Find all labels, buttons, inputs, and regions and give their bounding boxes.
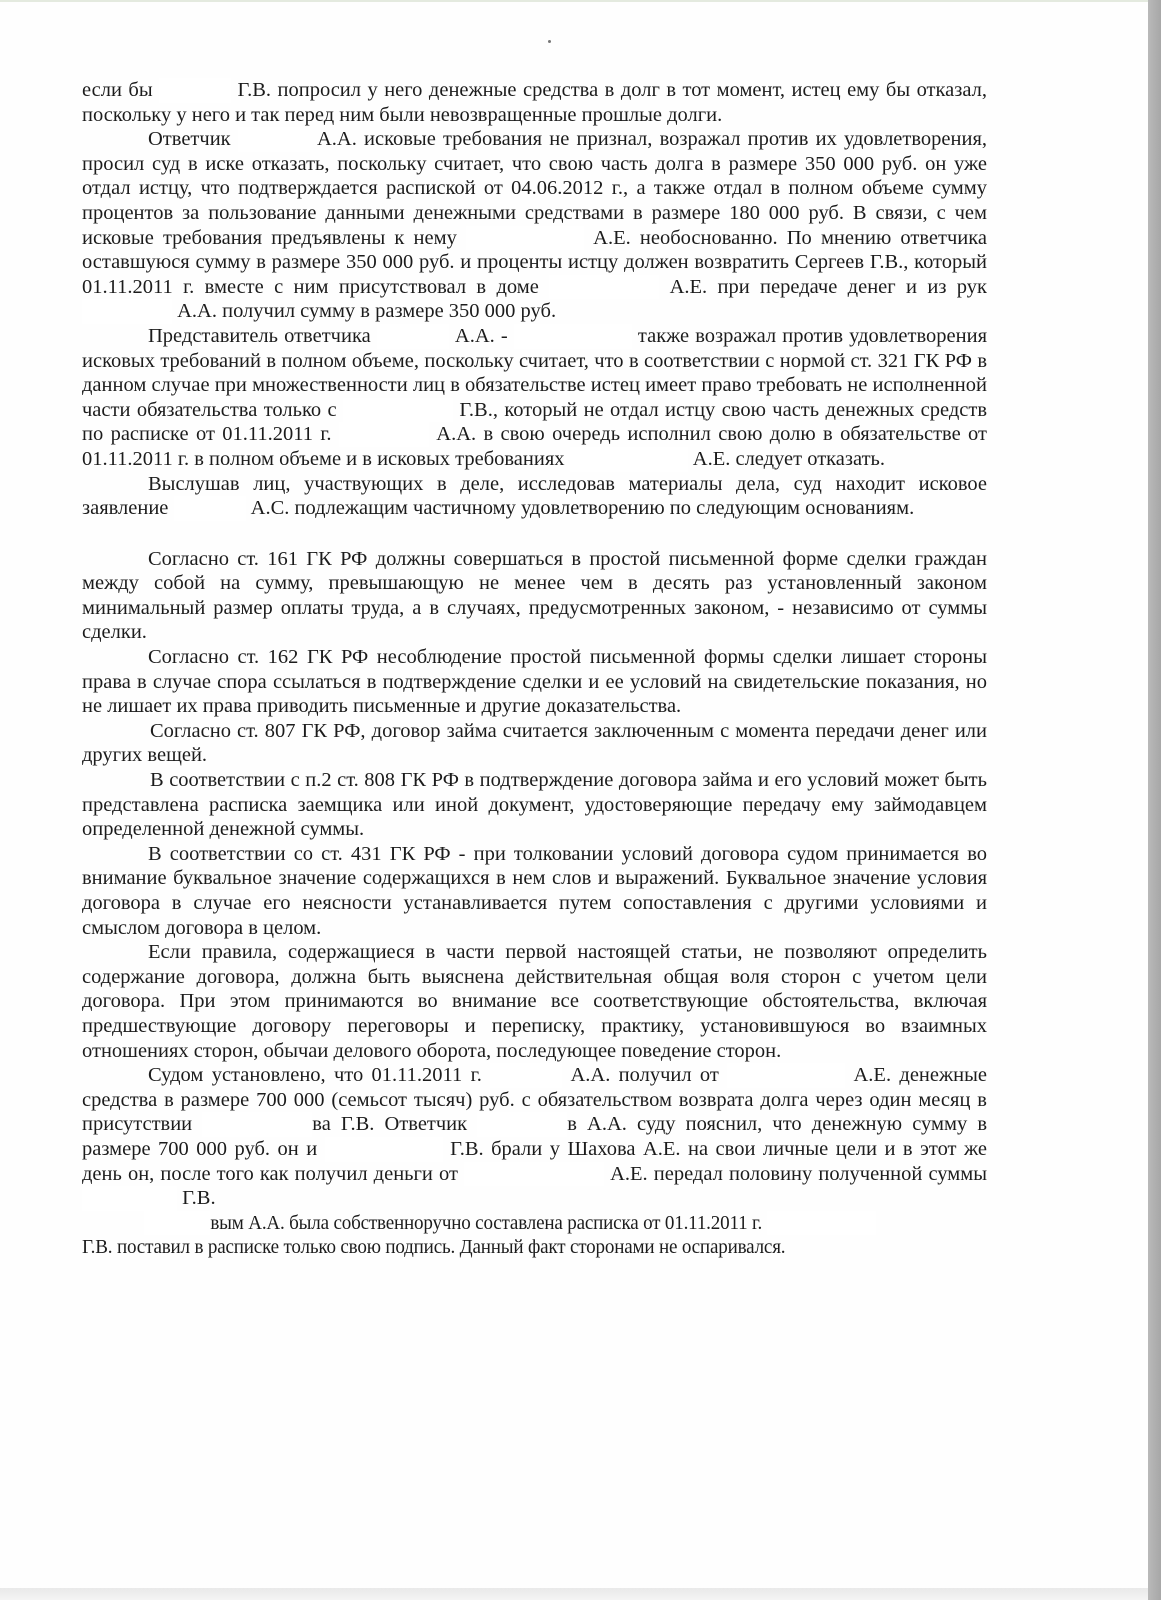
redacted-name <box>202 1112 312 1137</box>
redacted-name <box>143 1211 210 1236</box>
redacted-name <box>325 1137 443 1162</box>
redacted-name <box>339 422 429 447</box>
redacted-name <box>238 127 310 152</box>
paragraph-continuation: если бы Г.В. попросил у него денежные средства в долг в тот момент, истец ему бы отказал, поскольку у него и так перед ним были невозвращенные прошлые долги. <box>82 79 987 126</box>
redacted-name <box>477 1112 567 1137</box>
redacted-name <box>464 1162 604 1187</box>
document-body <box>82 78 987 1260</box>
paragraph-article-162: Согласно ст. 162 ГК РФ несоблюдение простой письменной формы сделки лишает стороны права в случае спора ссылаться в подтверждение сделки и ее условий на свидетельские показания, но не лишает их права приводить письменные и другие доказательства. <box>82 646 987 718</box>
redacted-name <box>343 398 453 423</box>
paragraph-established-facts: Судом установлено, что 01.11.2011 г. А.А. получил от А.Е. денежные средства в размере 700 000 (семьсот тысяч) руб. с обязательством возврата долга через один месяц в присутствии ва Г.В. Ответчик в А.А. суду пояснил, что денежную сумму в размере 700 000 руб. он и Г.В. брали у Шахова А.Е. на свои личные цели и в этот же день он, после того как получил деньги от А.Е. передал половину полученной суммы Г.В. <box>82 1064 988 1210</box>
paragraph-contract-interpretation: Если правила, содержащиеся в части первой настоящей статьи, не позволяют определить содержание договора, должна быть выяснена действительная общая воля сторон с учетом цели договора. При этом принимаются во внимание все соответствующие обстоятельства, включая предшествующие договору переговоры и переписку, практику, установившуюся во взаимных отношениях сторон, обычаи делового оборота, последующее поведение сторон. <box>82 941 987 1062</box>
redacted-name <box>727 1063 845 1088</box>
paragraph-article-161: Согласно ст. 161 ГК РФ должны совершаться в простой письменной форме сделки граждан между собой на сумму, превышающую не менее чем в десять раз установленный законом минимальный размер оплаты труда, а в случаях, предусмотренных законом, - независимо от суммы сделки. <box>82 547 987 644</box>
redacted-name <box>82 299 172 324</box>
paragraph-article-808: В соответствии с п.2 ст. 808 ГК РФ в подтверждение договора займа и его условий может быть представлена расписка заемщика или иной документ, удостоверяющие передачу ему займодавцем определенной денежной суммы. <box>82 769 987 841</box>
redacted-name <box>514 324 632 349</box>
redacted-name <box>490 1063 562 1088</box>
redacted-name <box>549 275 659 300</box>
paragraph-signature: Г.В. поставил в расписке только свою подпись. Данный факт сторонами не оспаривался. <box>82 1236 786 1259</box>
paragraph-receipt: вым А.А. была собственноручно составлена расписка от 01.11.2011 г. <box>82 1211 924 1236</box>
paragraph-court-finding: Выслушав лиц, участвующих в деле, исследовав материалы дела, суд находит исковое заявление А.С. подлежащим частичному удовлетворению по следующим основаниям. <box>82 472 987 520</box>
paragraph-defendant-position: Ответчик А.А. исковые требования не признал, возражал против их удовлетворения, просил суд в иске отказать, поскольку считает, что свою часть долга в размере 350 000 руб. он уже отдал истцу, что подтверждается распиской от 04.06.2012 г., а также отдал в полном объеме сумму процентов за пользование данными денежными средствами в размере 180 000 руб. В связи, с чем исковые требования предъявлены к нему А.Е. необоснованно. По мнению ответчика оставшуюся сумму в размере 350 000 руб. и проценты истцу должен возвратить Сергеев Г.В., который 01.11.2011 г. вместе с ним присутствовал в доме А.Е. при передаче денег и из рук А.А. получил сумму в размере 350 000 руб. <box>82 128 988 323</box>
scan-speck <box>548 40 551 43</box>
redacted-name <box>466 226 584 251</box>
redacted-name <box>159 78 231 103</box>
scanner-edge-strip <box>1148 0 1161 1600</box>
redacted-name <box>570 447 688 472</box>
redacted-name <box>82 1186 177 1211</box>
paragraph-representative-position: Представитель ответчика А.А. - также возражал против удовлетворения исковых требований в полном объеме, поскольку считает, что в соответствии с нормой ст. 321 ГК РФ в данном случае при множественности лиц в обязательстве истец имеет право требовать не исполненной части обязательства только с Г.В., который не отдал истцу свою часть денежных средств по расписке от 01.11.2011 г. А.А. в свою очередь исполнил свою долю в обязательстве от 01.11.2011 г. в полном объеме и в исковых требованиях А.Е. следует отказать. <box>82 324 988 470</box>
redacted-name <box>767 1211 877 1236</box>
scanner-bottom-edge <box>0 1588 1148 1600</box>
paragraph-gap <box>82 521 987 547</box>
paragraph-article-431: В соответствии со ст. 431 ГК РФ - при толковании условий договора судом принимается во внимание буквальное значение содержащихся в нем слов и выражений. Буквальное значение условия договора в случае его неясности устанавливается путем сопоставления с другими условиями и смыслом договора в целом. <box>82 842 987 939</box>
redacted-name <box>174 496 246 521</box>
paragraph-article-807: Согласно ст. 807 ГК РФ, договор займа считается заключенным с момента передачи денег или других вещей. <box>82 719 987 767</box>
redacted-name <box>377 324 449 349</box>
